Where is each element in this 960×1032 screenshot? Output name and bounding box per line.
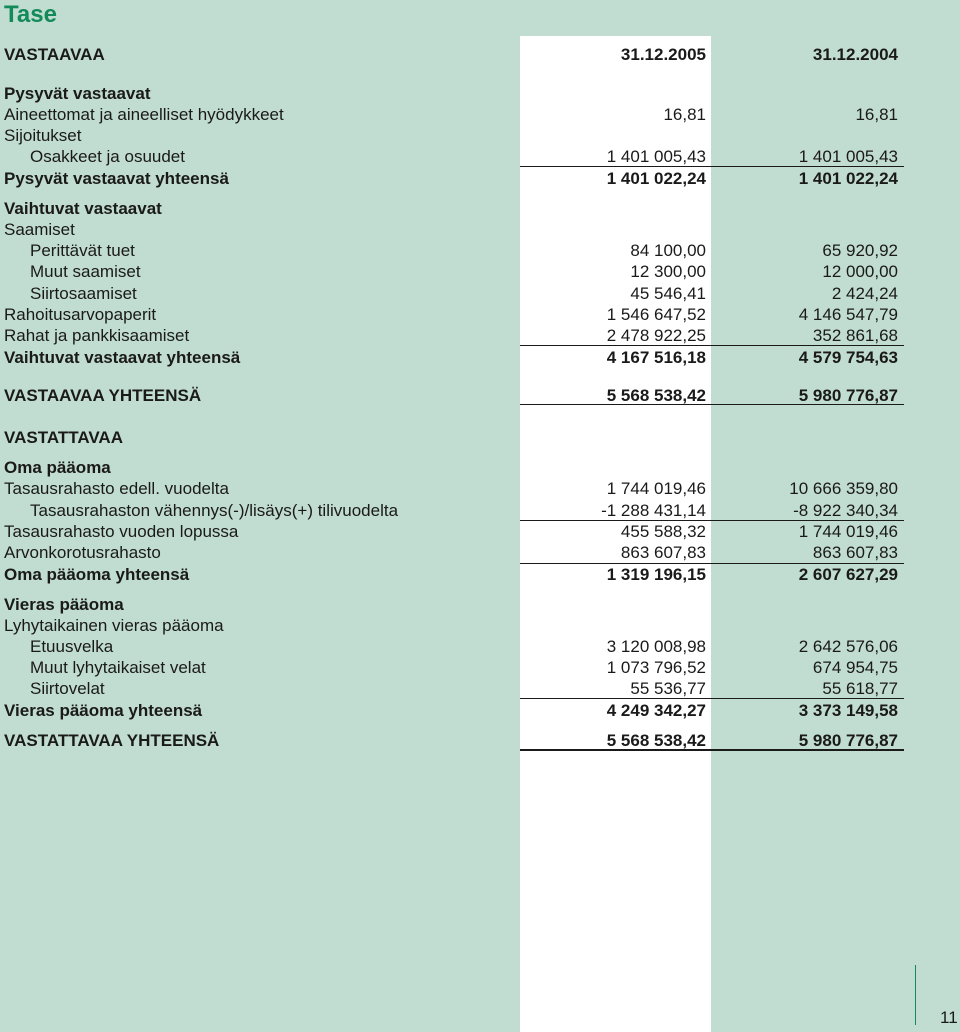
row-value-2004: 55 618,77: [822, 679, 898, 698]
table-row: [0, 168, 960, 189]
row-value-2004: 65 920,92: [822, 241, 898, 260]
row-label: VASTATTAVAA YHTEENSÄ: [4, 731, 220, 750]
row-value-2005: 1 319 196,15: [606, 565, 706, 584]
table-row: [0, 240, 960, 261]
row-value-2005: 1 744 019,46: [606, 479, 706, 498]
table-row: [0, 657, 960, 678]
table-row: [0, 198, 960, 219]
header-col-2005: 31.12.2005: [620, 45, 706, 64]
page-number-rule: [915, 965, 916, 1025]
table-row: [0, 636, 960, 657]
table-row: [0, 219, 960, 240]
row-label: VASTATTAVAA: [4, 428, 123, 447]
table-row: [0, 385, 960, 406]
row-label: Saamiset: [4, 220, 75, 239]
row-value-2004: 2 642 576,06: [798, 637, 898, 656]
row-value-2004: -8 922 340,34: [793, 501, 898, 520]
row-value-2005: 1 073 796,52: [606, 658, 706, 677]
table-row: [0, 678, 960, 699]
underline: [520, 404, 904, 405]
row-value-2005: 3 120 008,98: [606, 637, 706, 656]
table-row: [0, 261, 960, 282]
row-label: Etuusvelka: [30, 637, 114, 656]
row-value-2004: 1 401 005,43: [798, 147, 898, 166]
table-row: [0, 347, 960, 368]
row-label: Siirtovelat: [30, 679, 105, 698]
row-label: Tasausrahasto vuoden lopussa: [4, 522, 239, 541]
row-value-2004: 674 954,75: [812, 658, 898, 677]
row-label: Vaihtuvat vastaavat yhteensä: [4, 348, 241, 367]
row-label: Tasausrahasto edell. vuodelta: [4, 479, 229, 498]
row-value-2004: 5 980 776,87: [798, 386, 898, 405]
page-title: Tase: [4, 1, 57, 28]
row-label: Muut saamiset: [30, 262, 141, 281]
table-row: [0, 500, 960, 521]
row-label: Pysyvät vastaavat: [4, 84, 151, 103]
row-value-2005: 16,81: [663, 105, 706, 124]
row-value-2005: 455 588,32: [620, 522, 706, 541]
table-header: [0, 44, 960, 65]
row-label: Oma pääoma yhteensä: [4, 565, 190, 584]
table-row: [0, 478, 960, 499]
table-row: [0, 104, 960, 125]
row-label: Osakkeet ja osuudet: [30, 147, 185, 166]
row-value-2004: 4 146 547,79: [798, 305, 898, 324]
row-value-2005: 5 568 538,42: [606, 731, 706, 750]
table-row: [0, 730, 960, 751]
row-value-2004: 16,81: [855, 105, 898, 124]
double-underline: [520, 749, 904, 751]
row-value-2004: 1 401 022,24: [798, 169, 898, 188]
row-value-2005: 45 546,41: [630, 284, 706, 303]
row-label: Oma pääoma: [4, 458, 111, 477]
row-label: Vieras pääoma yhteensä: [4, 701, 203, 720]
row-label: Muut lyhytaikaiset velat: [30, 658, 206, 677]
row-label: Sijoitukset: [4, 126, 82, 145]
row-value-2004: 2 607 627,29: [798, 565, 898, 584]
page-number: 11: [940, 1008, 958, 1027]
row-value-2004: 352 861,68: [812, 326, 898, 345]
row-label: Rahat ja pankkisaamiset: [4, 326, 190, 345]
row-value-2005: 4 167 516,18: [606, 348, 706, 367]
row-label: Siirtosaamiset: [30, 284, 137, 303]
row-value-2005: 1 546 647,52: [606, 305, 706, 324]
header-col-2004: 31.12.2004: [812, 45, 898, 64]
row-value-2004: 10 666 359,80: [789, 479, 898, 498]
row-value-2005: 5 568 538,42: [606, 386, 706, 405]
row-value-2005: 55 536,77: [630, 679, 706, 698]
row-value-2005: 12 300,00: [630, 262, 706, 281]
row-value-2005: 4 249 342,27: [606, 701, 706, 720]
table-row: [0, 457, 960, 478]
table-row: [0, 521, 960, 542]
row-label: Perittävät tuet: [30, 241, 135, 260]
row-value-2004: 5 980 776,87: [798, 731, 898, 750]
row-label: VASTAAVAA YHTEENSÄ: [4, 386, 202, 405]
row-value-2004: 4 579 754,63: [798, 348, 898, 367]
row-value-2004: 863 607,83: [812, 543, 898, 562]
underline: [520, 698, 904, 699]
table-row: [0, 427, 960, 448]
table-row: [0, 83, 960, 104]
table-row: [0, 615, 960, 636]
row-value-2004: 2 424,24: [831, 284, 898, 303]
row-label: Lyhytaikainen vieras pääoma: [4, 616, 224, 635]
row-label: Rahoitusarvopaperit: [4, 305, 157, 324]
table-row: [0, 283, 960, 304]
row-label: Tasausrahaston vähennys(-)/lisäys(+) tilivuodelta: [30, 501, 399, 520]
underline: [520, 166, 904, 167]
row-label: Pysyvät vastaavat yhteensä: [4, 169, 229, 188]
table-row: [0, 146, 960, 167]
table-row: [0, 594, 960, 615]
table-row: [0, 542, 960, 563]
row-value-2004: 3 373 149,58: [798, 701, 898, 720]
row-value-2005: 2 478 922,25: [606, 326, 706, 345]
row-value-2005: 1 401 005,43: [606, 147, 706, 166]
row-value-2004: 1 744 019,46: [798, 522, 898, 541]
row-label: Aineettomat ja aineelliset hyödykkeet: [4, 105, 284, 124]
row-label: Vaihtuvat vastaavat: [4, 199, 162, 218]
row-label: Arvonkorotusrahasto: [4, 543, 161, 562]
table-row: [0, 125, 960, 146]
row-value-2005: -1 288 431,14: [601, 501, 706, 520]
row-value-2005: 84 100,00: [630, 241, 706, 260]
row-value-2005: 1 401 022,24: [606, 169, 706, 188]
table-row: [0, 700, 960, 721]
row-label: Vieras pääoma: [4, 595, 124, 614]
table-row: [0, 325, 960, 346]
row-value-2004: 12 000,00: [822, 262, 898, 281]
table-row: [0, 304, 960, 325]
underline: [520, 345, 904, 346]
table-row: [0, 564, 960, 585]
row-value-2005: 863 607,83: [620, 543, 706, 562]
header-label: VASTAAVAA: [4, 45, 105, 64]
